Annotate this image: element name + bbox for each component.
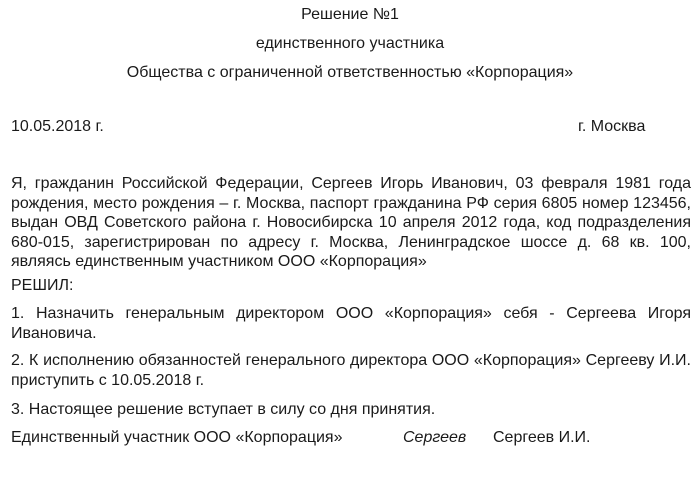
company-name: Общества с ограниченной ответственностью «Корпорация» <box>126 64 574 81</box>
decision-item-1: 1. Назначить генеральным директором ООО «Корпорация» себя - Сергеева Игоря Ивановича. <box>11 305 691 342</box>
signature-role: Единственный участник ООО «Корпорация» <box>11 429 343 446</box>
document-date: 10.05.2018 г. <box>11 118 104 135</box>
document-subtitle: единственного участника <box>255 35 445 52</box>
handwritten-signature: Сергеев <box>403 429 467 446</box>
decision-item-2: 2. К исполнению обязанностей генерального директора ООО «Корпорация» Сергееву И.И. приступить с 10.05.2018 г. <box>11 352 691 389</box>
document-title: Решение №1 <box>301 6 399 23</box>
decision-item-3: 3. Настоящее решение вступает в силу со дня принятия. <box>11 401 436 418</box>
signatory-name: Сергеев И.И. <box>493 429 591 446</box>
decided-heading: РЕШИЛ: <box>11 277 74 294</box>
document-city: г. Москва <box>578 118 646 135</box>
intro-paragraph: Я, гражданин Российской Федерации, Сергеев Игорь Иванович, 03 февраля 1981 года рождения, место рождения – г. Москва, паспорт гражданина РФ серия 6805 номер 123456, выдан ОВД Советского района г. Новосибирска 10 апреля 2012 года, код подразделения 680-015, зарегистрирован по адресу г. Москва, Ленинградское шоссе д. 68 кв. 100, являясь единственным участником ООО «Корпорация» <box>11 175 691 270</box>
